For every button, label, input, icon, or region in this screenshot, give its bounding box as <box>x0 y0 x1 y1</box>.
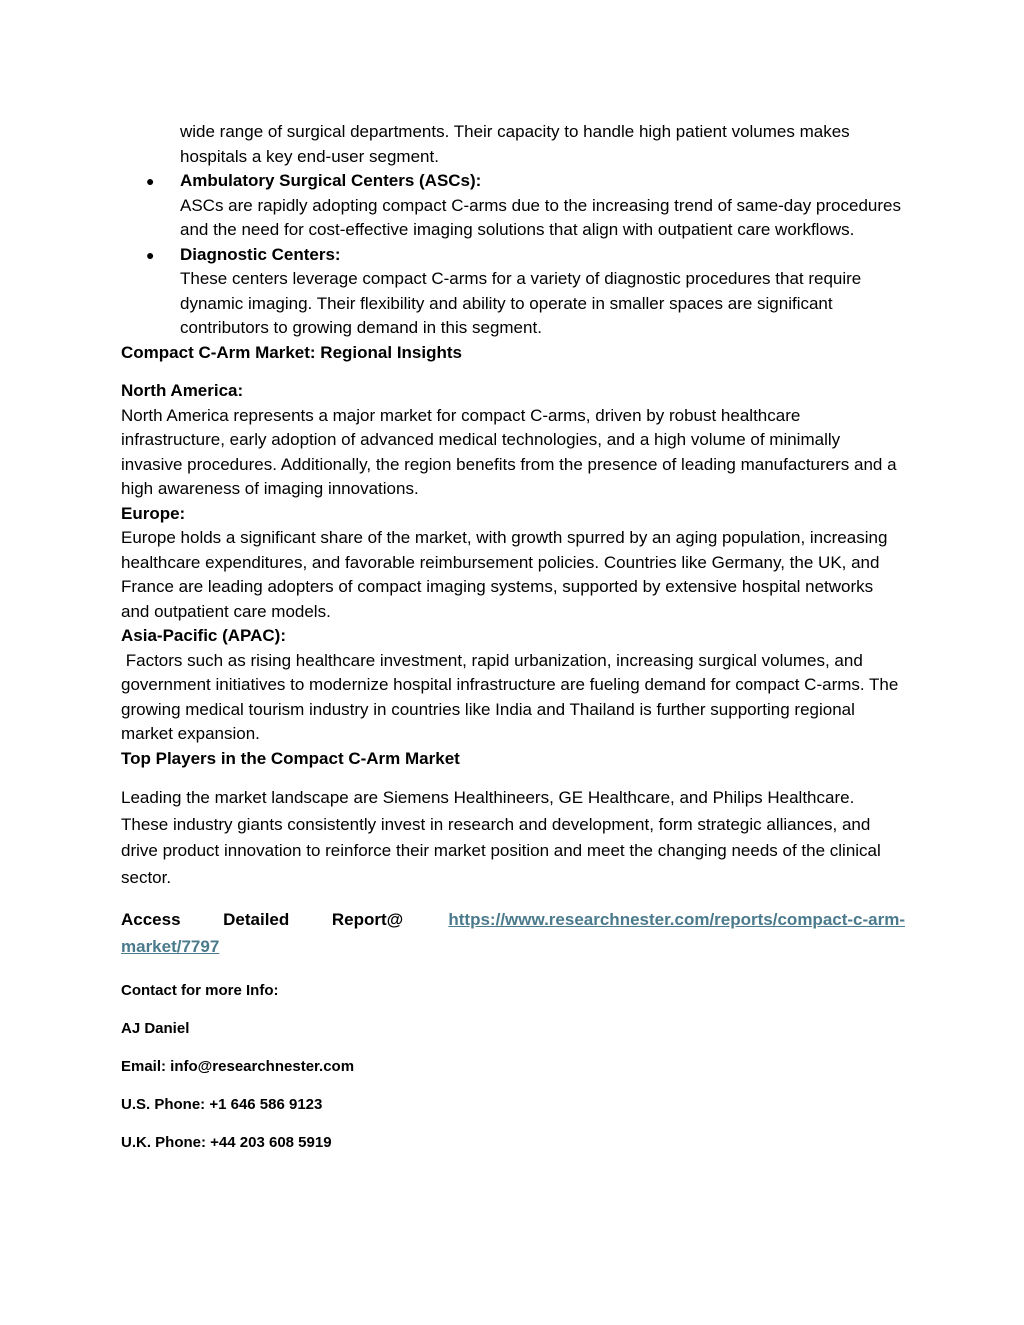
region-title: Europe: <box>121 503 186 523</box>
bullet-icon: ● <box>146 246 155 263</box>
hospitals-continuation-text: wide range of surgical departments. Their capacity to handle high patient volumes makes hospitals a key end-user segment. <box>180 122 850 166</box>
region-text: Factors such as rising healthcare investment, rapid urbanization, increasing surgical volumes, and government initiatives to modernize hospital infrastructure are fueling demand for compact C-arms. The growing medical tourism industry in countries like India and Thailand is further supporting regional market expansion. <box>121 650 904 743</box>
region-north-america <box>121 379 905 502</box>
bullet-icon: ● <box>146 173 155 189</box>
list-item-diagnostic-centers <box>146 243 905 341</box>
contact-us-phone: U.S. Phone: +1 646 586 9123 <box>121 1096 323 1113</box>
regional-insights-heading: Compact C-Arm Market: Regional Insights <box>121 342 462 362</box>
report-link[interactable]: https://www.researchnester.com/reports/compact-c-arm-market/7797 <box>121 910 906 956</box>
list-item-ascs <box>146 169 905 243</box>
list-item-title: Ambulatory Surgical Centers (ASCs): <box>180 171 482 190</box>
top-players-heading: Top Players in the Compact C-Arm Market <box>121 748 460 768</box>
contact-heading: Contact for more Info: <box>121 982 279 999</box>
contact-name: AJ Daniel <box>121 1020 190 1037</box>
list-item-text: These centers leverage compact C-arms for a variety of diagnostic procedures that require dynamic imaging. Their flexibility and ability to operate in smaller spaces are significant contributors to growing demand in this segment. <box>180 269 862 337</box>
contact-email: Email: info@researchnester.com <box>121 1058 355 1075</box>
region-title: North America: <box>121 381 244 400</box>
region-text: North America represents a major market for compact C-arms, driven by robust healthcare infrastructure, early adoption of advanced medical technologies, and a high volume of minimally invasive procedures. Additionally, the region benefits from the presence of leading manufacturers and a high awareness of imaging innovations. <box>121 405 897 498</box>
access-report-label: Access Detailed Report@ <box>121 910 404 929</box>
top-players-text: Leading the market landscape are Siemens Healthineers, GE Healthcare, and Philips Healthcare. These industry giants consistently invest in research and development, form strategic alliances, and drive product innovation to reinforce their market position and meet the changing needs of the clinical sector. <box>121 788 881 887</box>
contact-block <box>121 972 905 1162</box>
access-report-line <box>121 907 905 960</box>
document-page <box>121 120 905 1162</box>
list-item-title: Diagnostic Centers: <box>180 244 341 264</box>
region-title: Asia-Pacific (APAC): <box>121 626 286 645</box>
list-item-text: ASCs are rapidly adopting compact C-arms due to the increasing trend of same-day procedures and the need for cost-effective imaging solutions that align with outpatient care workflows. <box>180 195 901 239</box>
region-apac <box>121 624 905 747</box>
region-text: Europe holds a significant share of the market, with growth spurred by an aging population, increasing healthcare expenditures, and favorable reimbursement policies. Countries like Germany, the UK, and France are leading adopters of compact imaging systems, supported by extensive hospital networks and outpatient care models. <box>121 528 888 621</box>
region-europe <box>121 502 905 625</box>
contact-uk-phone: U.K. Phone: +44 203 608 5919 <box>121 1134 332 1151</box>
